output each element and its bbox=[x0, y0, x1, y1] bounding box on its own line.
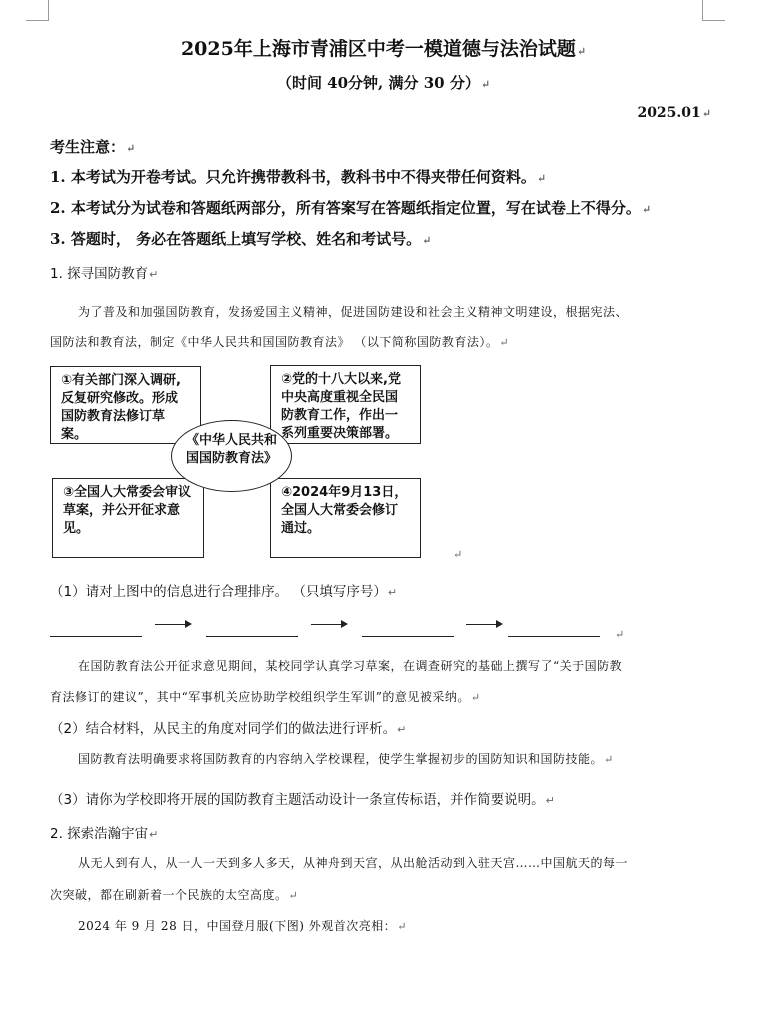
notice-heading: 考生注意：↵ bbox=[50, 138, 136, 156]
section-2-para-2: 2024 年 9 月 28 日，中国登月服(下图) 外观首次亮相：↵ bbox=[78, 919, 407, 933]
section-1-intro-line-2: 国防法和教育法，制定《中华人民共和国国防教育法》 （以下简称国防教育法）。↵ bbox=[50, 335, 510, 349]
notice-item-1: 1. 本考试为开卷考试。只允许携带教科书，教科书中不得夹带任何资料。↵ bbox=[50, 168, 547, 186]
material-2-line-2: 育法修订的建议”，其中“军事机关应协助学校组织学生军训”的意见被采纳。↵ bbox=[50, 690, 481, 704]
diagram-box-3: ③全国人大常委会审议草案，并公开征求意见。 bbox=[52, 478, 204, 558]
notice-item-2: 2. 本考试分为试卷和答题纸两部分，所有答案写在答题纸指定位置，写在试卷上不得分。↵ bbox=[50, 199, 652, 217]
diagram-box-2: ②党的十八大以来,党中央高度重视全民国防教育工作，作出一系列重要决策部署。 bbox=[270, 365, 421, 444]
diagram-center-ellipse: 《中华人民共和国国防教育法》 bbox=[171, 420, 292, 492]
corner-mark-right bbox=[702, 0, 725, 21]
material-3: 国防教育法明确要求将国防教育的内容纳入学校课程，使学生掌握初步的国防知识和国防技能。↵ bbox=[78, 752, 614, 766]
diagram-box-1: ①有关部门深入调研,反复研究修改。形成国防教育法修订草案。 bbox=[50, 366, 201, 444]
diagram-box-4: ④2024年9月13日，全国人大常委会修订通过。 bbox=[270, 478, 421, 558]
diagram-return-mark: ↵ bbox=[453, 548, 463, 561]
question-3: （3）请你为学校即将开展的国防教育主题活动设计一条宣传标语，并作简要说明。↵ bbox=[50, 792, 555, 808]
question-2: （2）结合材料，从民主的角度对同学们的做法进行评析。↵ bbox=[50, 721, 407, 737]
section-1-title: 1. 探寻国防教育↵ bbox=[50, 266, 159, 282]
material-2-line-1: 在国防教育法公开征求意见期间，某校同学认真学习草案，在调查研究的基础上撰写了“关于国防教 bbox=[78, 659, 623, 673]
notice-item-3: 3. 答题时， 务必在答题纸上填写学校、姓名和考试号。↵ bbox=[50, 230, 432, 248]
section-2-title: 2. 探索浩瀚宇宙↵ bbox=[50, 826, 159, 842]
page-subtitle: （时间 40分钟, 满分 30 分）↵ bbox=[276, 74, 491, 92]
corner-mark-left bbox=[26, 0, 49, 21]
exam-date: 2025.01↵ bbox=[637, 105, 711, 121]
section-2-para-1-line-2: 次突破，都在刷新着一个民族的太空高度。↵ bbox=[50, 888, 299, 902]
page-title: 2025年上海市青浦区中考一模道德与法治试题↵ bbox=[180, 38, 587, 60]
question-1: （1）请对上图中的信息进行合理排序。 （只填写序号）↵ bbox=[50, 584, 398, 600]
answer-blank-4[interactable] bbox=[508, 636, 600, 637]
arrow-icon bbox=[155, 624, 190, 625]
answer-blank-3[interactable] bbox=[362, 636, 454, 637]
answer-blank-1[interactable] bbox=[50, 636, 142, 637]
section-2-para-1-line-1: 从无人到有人，从一人一天到多人多天，从神舟到天宫，从出舱活动到入驻天宫……中国航天的每一 bbox=[78, 856, 629, 870]
arrow-icon bbox=[311, 624, 346, 625]
answer-blank-2[interactable] bbox=[206, 636, 298, 637]
blank-return-mark: ↵ bbox=[615, 628, 625, 641]
section-1-intro-line-1: 为了普及和加强国防教育，发扬爱国主义精神，促进国防建设和社会主义精神文明建设，根据宪法、 bbox=[78, 305, 629, 319]
arrow-icon bbox=[466, 624, 501, 625]
